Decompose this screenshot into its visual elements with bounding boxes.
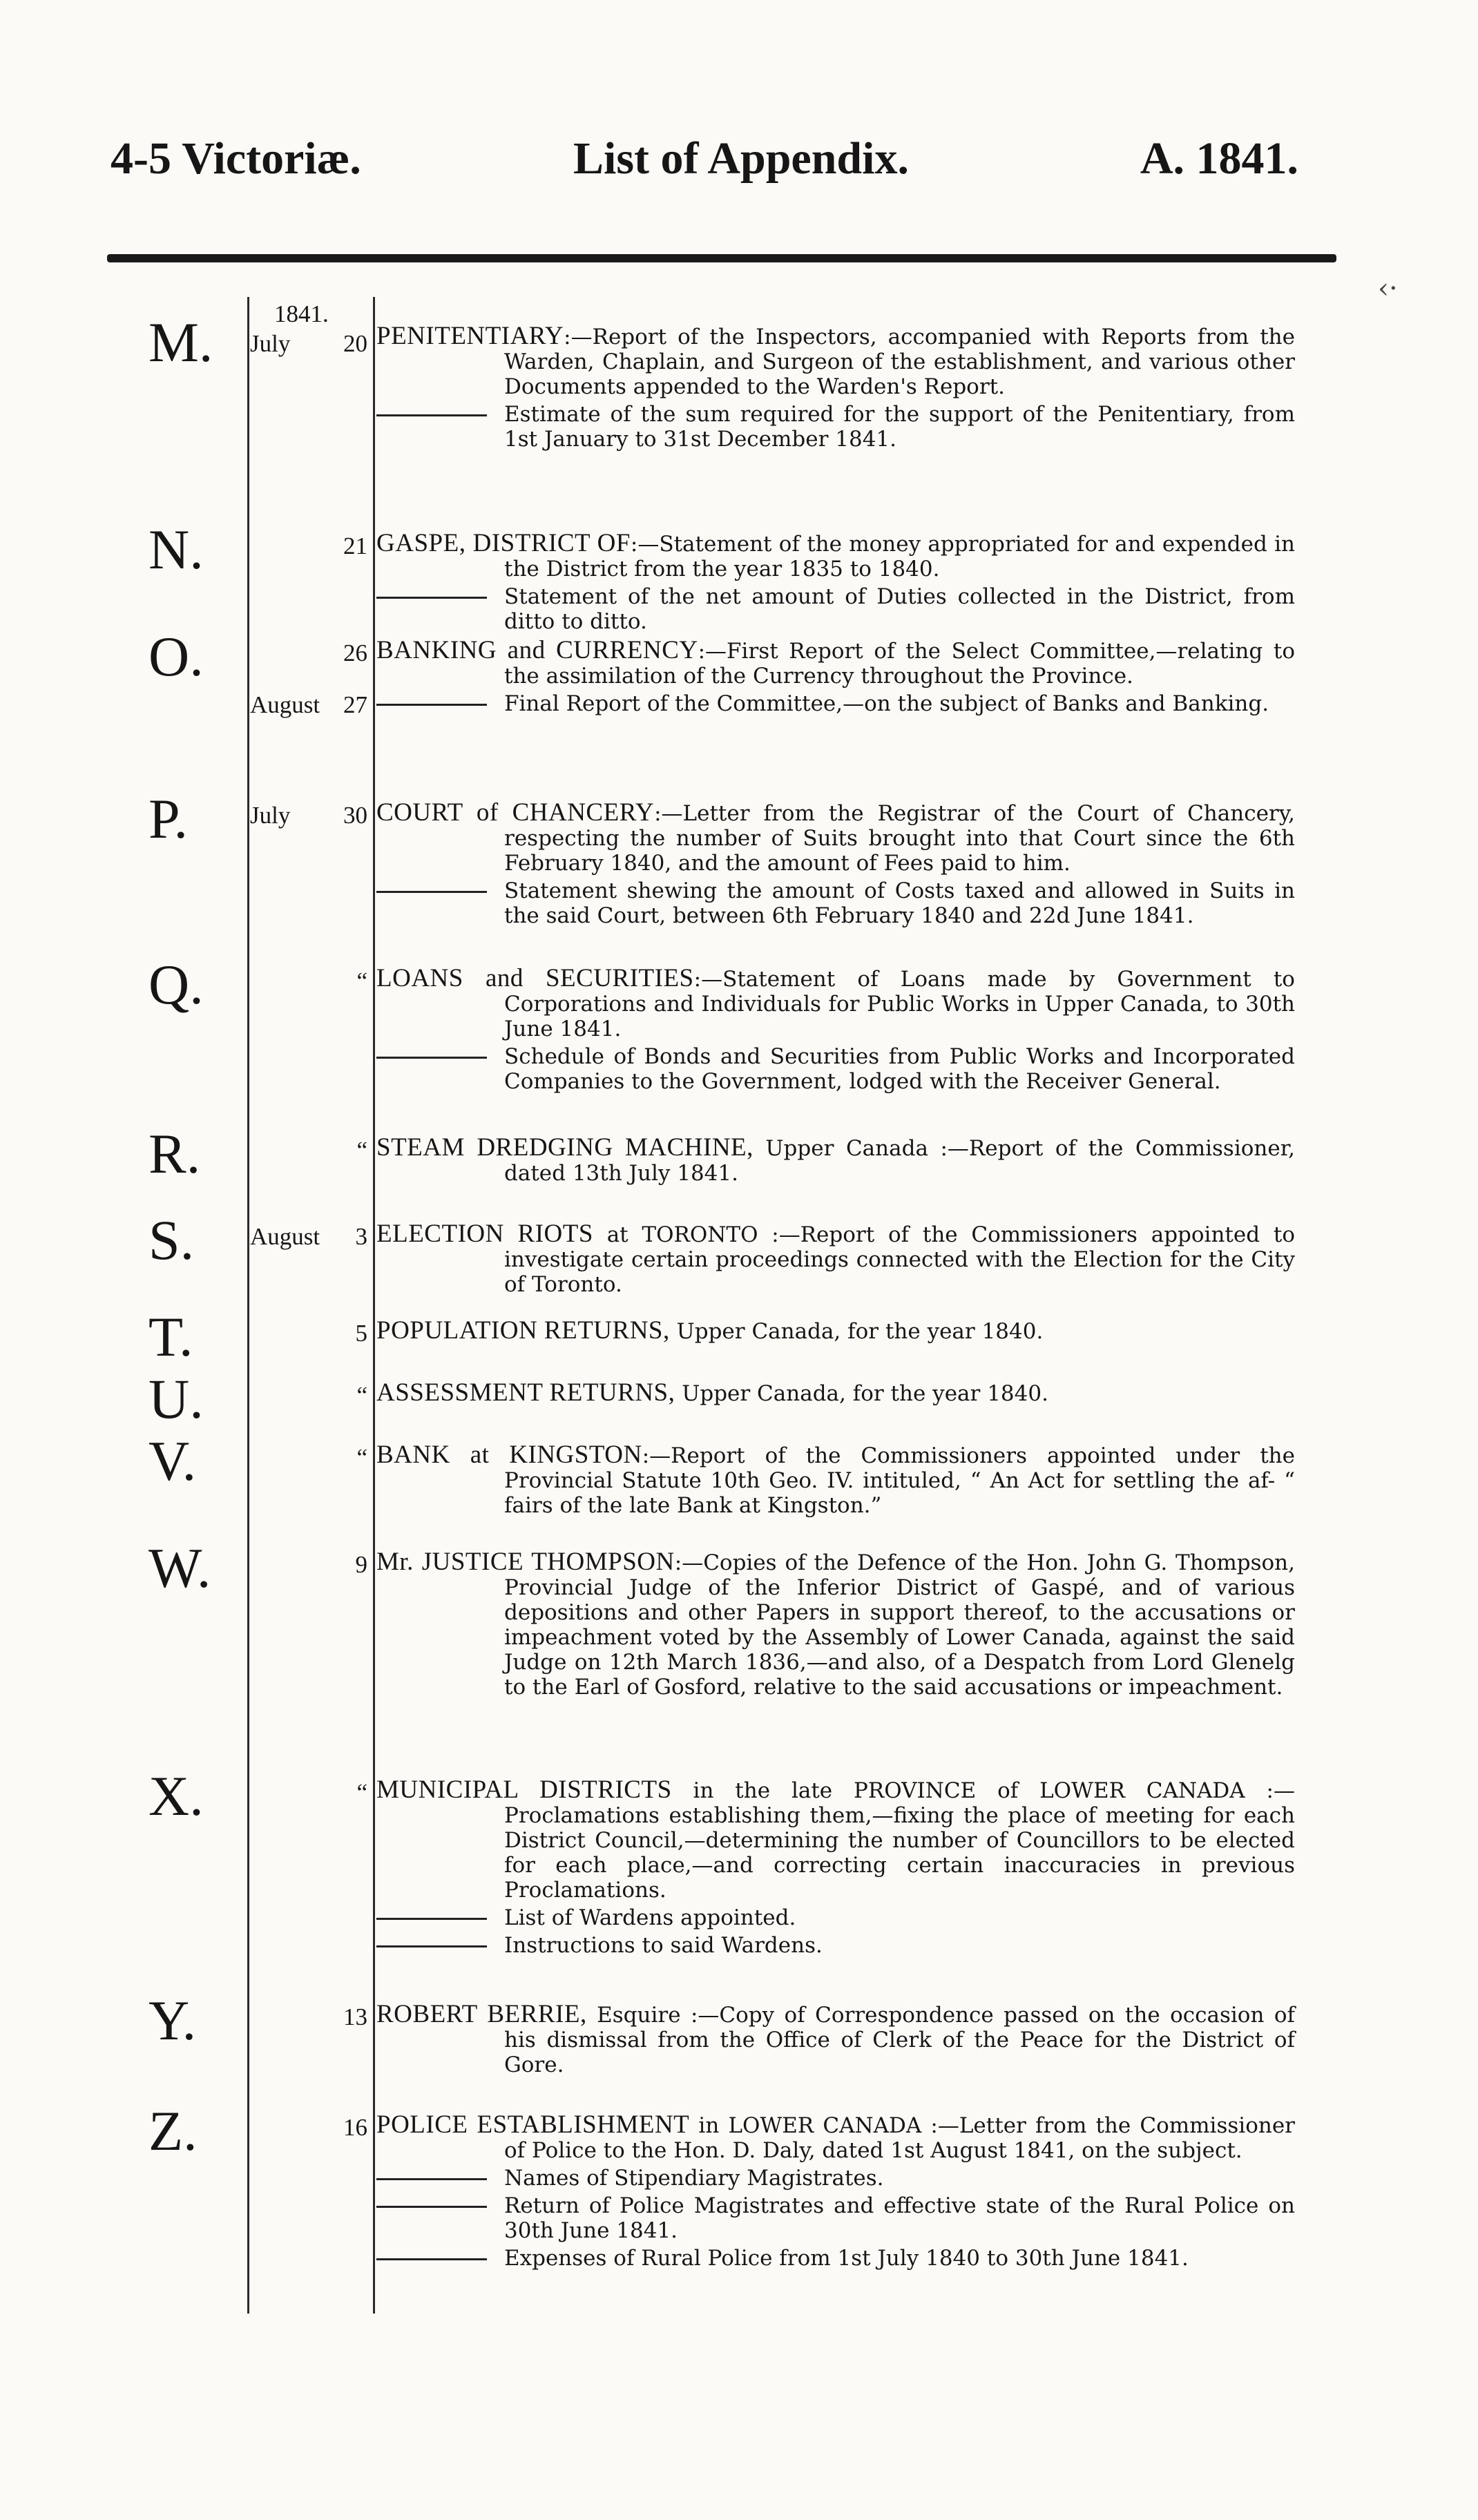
entry-text: at TORONTO :—Report of the Commissioners appointed to investigate certain proceedings connected with the Election for the City of Toronto. [504, 1222, 1295, 1297]
entry-date [250, 1381, 367, 1410]
ditto-dash [376, 2178, 487, 2180]
entry-text: :—Report of the Commissioners appointed under the Provincial Statute 10th Geo. IV. intituled, “ An Act for settling the af- “ fairs of the late Bank at Kingston.” [504, 1443, 1295, 1518]
entry-sub-item [376, 2246, 1295, 2271]
entry-title: BANK at KINGSTON [376, 1441, 642, 1469]
entry-letter: S. [148, 1209, 195, 1271]
entry-content [376, 2110, 1295, 2271]
entry-sub-text: Statement shewing the amount of Costs taxed and allowed in Suits in the said Court, between 6th February 1840 and 22d June 1841. [504, 878, 1295, 928]
entry-day: 13 [343, 2003, 367, 2030]
entry-text: Esquire :—Copy of Correspondence passed on the occasion of his dismissal from the Office of Clerk of the Peace for the District of Gore. [504, 2003, 1295, 2077]
ditto-dash [376, 2258, 487, 2260]
entry-sub-item [376, 1044, 1295, 1094]
ditto-dash [376, 2206, 487, 2208]
ditto-dash [376, 704, 487, 706]
entry-content [376, 1222, 1295, 1297]
entry-content [376, 1318, 1295, 1344]
entry-sub-text: Final Report of the Committee,—on the subject of Banks and Banking. [504, 691, 1269, 716]
entry-date [250, 1222, 367, 1251]
entry-text: :—Copies of the Defence of the Hon. John G. Thompson, Provincial Judge of the Inferior District of Gaspé, and of various depositions and other Papers in support thereof, to the accusations or impeachment voted by the Assembly of Lower Canada, against the said Judge on 12th March 1836,—and also, of a Despatch from Lord Glenelg to the Earl of Gosford, relative to the said accusations or impeachment. [504, 1550, 1295, 1700]
entry-date [250, 2113, 367, 2142]
entry-content [376, 966, 1295, 1094]
entry-sub-text: Names of Stipendiary Magistrates. [504, 2166, 884, 2191]
entry-sub-item [376, 2193, 1295, 2243]
ditto-dash [376, 1057, 487, 1059]
entry-sub-month: August [250, 691, 320, 718]
entry-day: “ [356, 968, 367, 994]
entry-content [376, 324, 1295, 452]
entry-text: Upper Canada :—Report of the Commissioner, dated 13th July 1841. [504, 1136, 1295, 1186]
entry-date [250, 299, 367, 358]
entry-day: 3 [355, 1223, 367, 1250]
entry-sub-day: 27 [343, 691, 367, 718]
entry-title: LOANS and SECURITIES [376, 964, 694, 992]
entry-date [250, 1778, 367, 1807]
entry-day: 9 [355, 1551, 367, 1578]
entry-content [376, 2002, 1295, 2077]
entry-day: 21 [343, 532, 367, 559]
entry-month: August [250, 1223, 320, 1250]
entry-sub-text: Schedule of Bonds and Securities from Public Works and Incorporated Companies to the Government, lodged with the Receiver General. [504, 1044, 1295, 1094]
entry-letter: P. [148, 787, 189, 850]
entry-sub-item [376, 691, 1295, 716]
entry-sub-text: Instructions to said Wardens. [504, 1933, 823, 1958]
entry-content [376, 531, 1295, 634]
entry-month: July [250, 330, 291, 357]
entry-letter: X. [148, 1764, 204, 1827]
entry-text: :—Report of the Inspectors, accompanied with Reports from the Warden, Chaplain, and Surgeon of the establishment, and various other Documents appended to the Warden's Report. [504, 325, 1295, 399]
entry-letter: N. [148, 518, 204, 581]
entry-text: :—Statement of the money appropriated for and expended in the District from the year 1835 to 1840. [504, 532, 1295, 581]
page-header [0, 133, 1478, 195]
entry-date [250, 1318, 367, 1348]
entry-title: ROBERT BERRIE, [376, 2000, 587, 2028]
entry-content [376, 800, 1295, 928]
ditto-dash [376, 414, 487, 416]
entry-day: “ [356, 1382, 367, 1409]
entry-sub-item [376, 1905, 1295, 1930]
header-title: List of Appendix. [573, 133, 909, 184]
ditto-dash [376, 1945, 487, 1947]
entry-sub-text: Estimate of the sum required for the support of the Penitentiary, from 1st January to 31st December 1841. [504, 402, 1295, 452]
entry-date [250, 1550, 367, 1579]
entry-letter: V. [148, 1430, 197, 1492]
entry-title: BANKING and CURRENCY [376, 636, 698, 664]
entry-title: GASPE, DISTRICT OF [376, 529, 631, 557]
entry-content [376, 1778, 1295, 1958]
entry-text: Upper Canada, for the year 1840. [669, 1319, 1044, 1344]
entry-date [250, 531, 367, 561]
header-session: 4-5 Victoriæ. [111, 133, 361, 184]
entry-title: MUNICIPAL DISTRICTS [376, 1776, 672, 1804]
entry-sub-item [376, 2166, 1295, 2191]
entry-date [250, 1443, 367, 1472]
entry-title: Mr. JUSTICE THOMPSON [376, 1548, 675, 1576]
entry-title: PENITENTIARY [376, 322, 564, 350]
entry-day: 26 [343, 639, 367, 666]
entry-text: :—Statement of Loans made by Government to Corporations and Individuals for Public Works in Upper Canada, to 30th June 1841. [504, 967, 1295, 1041]
entry-content [376, 1135, 1295, 1186]
entry-day: “ [356, 1779, 367, 1806]
entry-letter: R. [148, 1122, 201, 1185]
entry-text: in the late PROVINCE of LOWER CANADA :— Proclamations establishing them,—fixing the place of meeting for each District Council,—determining the number of Councillors to be elected for each place,—and correcting certain inaccuracies in previous Proclamations. [504, 1778, 1295, 1903]
entry-title: COURT of CHANCERY [376, 798, 655, 827]
header-year: A. 1841. [1140, 133, 1298, 184]
entry-day: “ [356, 1137, 367, 1164]
entry-day: 5 [355, 1320, 367, 1347]
entry-year: 1841. [274, 300, 329, 327]
entry-day: 20 [343, 330, 367, 357]
entry-text: in LOWER CANADA :—Letter from the Commissioner of Police to the Hon. D. Daly, dated 1st August 1841, on the subject. [504, 2113, 1295, 2163]
entry-title: ELECTION RIOTS [376, 1220, 593, 1248]
entry-day: 16 [343, 2114, 367, 2141]
entry-sub-item [376, 1933, 1295, 1958]
entry-content [376, 1378, 1295, 1407]
entry-letter: U. [148, 1367, 204, 1430]
entry-month: July [250, 802, 291, 829]
entry-letter: W. [148, 1537, 211, 1599]
entry-day: 30 [343, 802, 367, 829]
entry-letter: T. [148, 1305, 193, 1368]
entry-sub-item [376, 584, 1295, 634]
column-divider-right [373, 297, 375, 2314]
entry-letter: Q. [148, 953, 204, 1016]
entry-sub-text: Return of Police Magistrates and effective state of the Rural Police on 30th June 1841. [504, 2193, 1295, 2243]
entry-sub-item [376, 402, 1295, 452]
entry-date [250, 2002, 367, 2032]
entry-date [250, 1135, 367, 1165]
ditto-dash [376, 1918, 487, 1920]
entry-title: POLICE ESTABLISHMENT [376, 2110, 690, 2139]
entry-letter: M. [148, 311, 213, 374]
entry-sub-text: List of Wardens appointed. [504, 1905, 796, 1930]
entry-content [376, 1550, 1295, 1700]
entry-title: STEAM DREDGING MACHINE, [376, 1133, 754, 1162]
entry-title: ASSESSMENT RETURNS, [376, 1378, 675, 1407]
margin-mark: ‹· [1378, 273, 1398, 305]
column-divider-left [247, 297, 249, 2314]
entry-sub-text: Expenses of Rural Police from 1st July 1840 to 30th June 1841. [504, 2246, 1189, 2271]
entry-sub-item [376, 878, 1295, 928]
entry-day: “ [356, 1444, 367, 1471]
entry-text: Upper Canada, for the year 1840. [675, 1381, 1048, 1406]
entry-letter: Y. [148, 1989, 197, 2052]
entry-date [250, 966, 367, 996]
entry-date [250, 638, 367, 720]
ditto-dash [376, 891, 487, 893]
entry-title: POPULATION RETURNS, [376, 1316, 670, 1345]
entry-sub-text: Statement of the net amount of Duties collected in the District, from ditto to ditto. [504, 584, 1295, 634]
entry-date [250, 800, 367, 830]
entry-letter: Z. [148, 2099, 198, 2162]
entry-text: :—First Report of the Select Committee,—relating to the assimilation of the Currency throughout the Province. [504, 639, 1295, 689]
entry-letter: O. [148, 625, 204, 688]
header-rule [107, 254, 1336, 262]
ditto-dash [376, 597, 487, 599]
entry-content [376, 1443, 1295, 1518]
entry-content [376, 638, 1295, 716]
entry-text: :—Letter from the Registrar of the Court of Chancery, respecting the number of Suits brought into that Court since the 6th February 1840, and the amount of Fees paid to him. [504, 801, 1295, 876]
